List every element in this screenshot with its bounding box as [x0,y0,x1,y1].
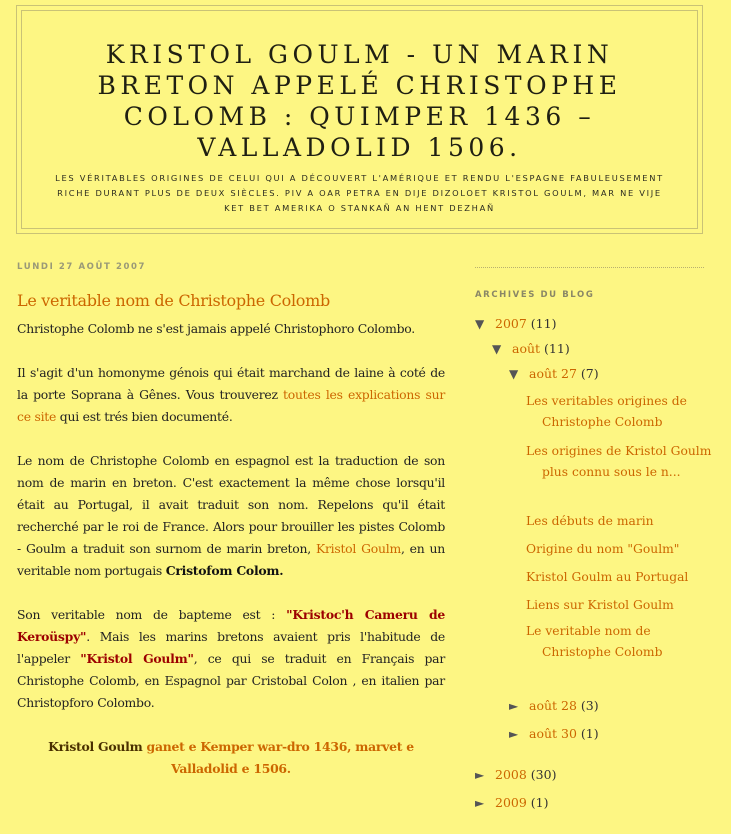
expand-toggle-icon[interactable]: ► [475,796,485,810]
archive-link-aout-30[interactable]: août 30 [529,726,577,741]
p3-text-b: , en un veritable nom portugais [17,541,445,578]
paragraph-4 [17,604,445,714]
archive-post-link[interactable]: Les débuts de marin [526,514,654,528]
archive-post-link[interactable]: Le veritable nom de Christophe Colomb [526,624,663,659]
kristol-goulm-link[interactable]: Kristol Goulm [315,541,401,556]
archive-year-2009 [475,793,549,813]
p4-text-b: . Mais les marins bretons avaient pris l'habitude de l'appeler [17,629,445,666]
archive-link-aout-27[interactable]: août 27 [529,366,577,381]
collapse-toggle-icon[interactable]: ▼ [475,317,485,331]
archive-count: (11) [544,341,570,356]
archive-widget-title: ARCHIVES DU BLOG [475,290,595,300]
paragraph-2 [17,362,445,428]
archive-tree [475,314,712,834]
archive-post-link[interactable]: Origine du nom "Goulm" [526,542,680,556]
main-column [17,262,445,802]
paragraph-1 [17,318,445,340]
archive-link-aout[interactable]: août [512,341,541,356]
p1-text: Christophe Colomb ne s'est jamais appelé Christophoro Colombo. [17,321,415,336]
archive-year-2008 [475,765,556,785]
collapse-toggle-icon[interactable]: ▼ [492,342,502,356]
archive-count: (30) [530,767,557,782]
archive-link-2008[interactable]: 2008 [495,767,527,782]
archive-post-link[interactable]: Les veritables origines de Christophe Colomb [526,394,687,429]
paragraph-3 [17,450,445,582]
p2-text-a: Il s'agit d'un homonyme génois qui était marchand de laine à coté de la porte Soprana à Gênes. Vous trouverez [17,365,445,402]
sailor-nickname: "Kristol Goulm" [80,651,194,666]
p3-text-a: Le nom de Christophe Colomb en espagnol est la traduction de son nom de marin en breton. C'est exactement la même chose lorsqu'il était au Portugal, il avait traduit son nom. Repelons qu'il était recherché par le roi de France. Alors pour brouiller les pistes Colomb - Goulm a traduit son surnom de marin breton, [17,453,445,556]
portuguese-name: Cristofom Colom. [165,563,284,578]
archive-count: (11) [530,316,557,331]
p4-text-c: , ce qui se traduit en Français par Christophe Colomb, en Espagnol par Cristobal Colon , en italien par Christopforo Colombo. [17,651,445,710]
expand-toggle-icon[interactable]: ► [475,768,485,782]
archive-day-aout-30 [509,724,599,744]
p4-text-a: Son veritable nom de bapteme est : [17,607,287,622]
archive-post-link[interactable]: Kristol Goulm au Portugal [526,570,689,584]
archive-day-aout-28 [509,696,599,716]
blog-title[interactable]: KRISTOL GOULM - UN MARIN BRETON APPELÉ CHRISTOPHE COLOMB : QUIMPER 1436 – VALLADOLID 1506. [97,40,622,162]
archive-day-aout-27 [509,364,599,384]
p5-text: ganet e Kemper war-dro 1436, marvet e Valladolid e 1506. [142,739,414,776]
collapse-toggle-icon[interactable]: ▼ [509,367,519,381]
sidebar-blog-archive [475,290,712,834]
sidebar-divider [475,267,704,268]
archive-link-2007[interactable]: 2007 [495,316,527,331]
baptism-name: "Kristoc'h Cameru de Keroüspy" [17,607,445,644]
p5-name: Kristol Goulm [48,739,143,754]
header-outer-border [16,5,703,234]
post-body [17,318,445,780]
blog-description: LES VÉRITABLES ORIGINES DE CELUI QUI A DÉCOUVERT L'AMÉRIQUE ET RENDU L'ESPAGNE FABULEUSEMENT RICHE DURANT PLUS DE DEUX SIÈCLES. PIV A OAR PETRA EN DIJE DIZOLOET KRISTOL GOULM, MAR NE VIJE KET BET AMERIKA O STANKAÑ AN HENT DEZHAÑ [55,173,664,213]
archive-count: (1) [530,795,549,810]
header [21,10,698,229]
archive-count: (3) [580,698,599,713]
archive-month-aout [492,339,570,359]
p2-text-b: qui est trés bien documenté. [56,409,233,424]
archive-year-2007 [475,314,556,334]
archive-post-link[interactable]: Liens sur Kristol Goulm [526,598,674,612]
expand-toggle-icon[interactable]: ► [509,699,519,713]
archive-post-link[interactable]: Les origines de Kristol Goulm plus connu sous le n... [526,444,712,479]
post-date: LUNDI 27 AOÛT 2007 [17,262,147,272]
paragraph-5 [17,736,445,780]
archive-link-2009[interactable]: 2009 [495,795,527,810]
archive-count: (1) [580,726,599,741]
archive-link-aout-28[interactable]: août 28 [529,698,577,713]
explanations-link[interactable]: toutes les explications sur ce site [17,387,445,424]
post-title[interactable]: Le veritable nom de Christophe Colomb [17,291,330,310]
expand-toggle-icon[interactable]: ► [509,727,519,741]
archive-count: (7) [580,366,599,381]
